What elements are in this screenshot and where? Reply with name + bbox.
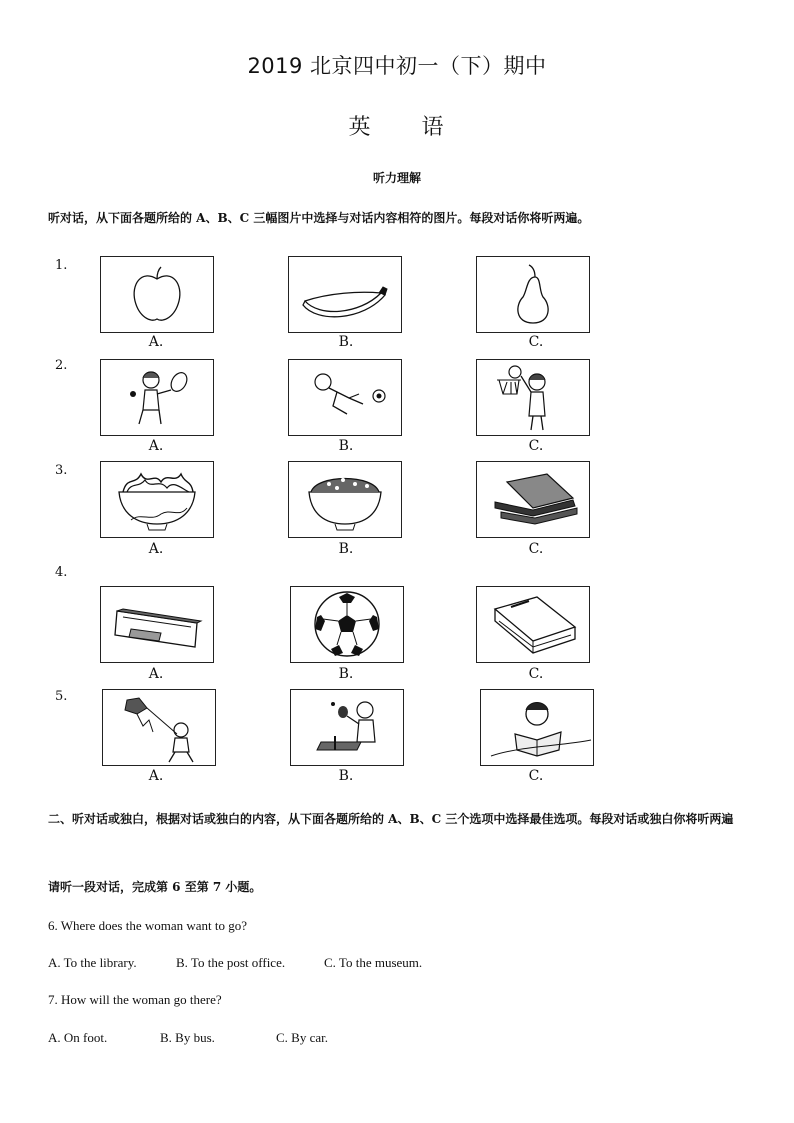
apple-icon — [101, 257, 213, 332]
kite-flying-icon — [103, 690, 215, 765]
part2-sub-instruction: 请听一段对话，完成第 6 至第 7 小题。 — [48, 880, 262, 894]
option-label: C. — [528, 541, 544, 557]
page-title: 2019 北京四中初一（下）期中 — [247, 54, 547, 78]
question-number: 2. — [55, 358, 68, 373]
option-label: A. — [148, 768, 164, 784]
answer-option[interactable]: A. To the library. — [48, 955, 137, 970]
option-label: C. — [528, 334, 544, 350]
option-image-box[interactable] — [290, 689, 404, 766]
pencil-case-icon — [101, 587, 213, 662]
option-image-box[interactable] — [476, 461, 590, 538]
listening-instruction: 听对话，从下面各题所给的 A、B、C 三幅图片中选择与对话内容相符的图片。每段对话你将听两遍。 — [48, 211, 590, 225]
pear-icon — [477, 257, 589, 332]
option-image-box[interactable] — [476, 586, 590, 663]
basketball-player-icon — [477, 360, 589, 435]
option-label: A. — [148, 541, 164, 557]
answer-option[interactable]: B. By bus. — [160, 1030, 215, 1045]
option-image-box[interactable] — [476, 359, 590, 436]
answer-option[interactable]: C. By car. — [276, 1030, 328, 1045]
answer-option[interactable]: A. On foot. — [48, 1030, 108, 1045]
option-image-box[interactable] — [100, 359, 214, 436]
option-label: B. — [338, 768, 354, 784]
option-label: B. — [338, 438, 354, 454]
part2-instruction: 二、听对话或独白，根据对话或独白的内容，从下面各题所给的 A、B、C 三个选项中选择最佳选项。每段对话或独白你将听两遍 — [48, 812, 734, 826]
question-6-text: 6. Where does the woman want to go? — [48, 918, 248, 933]
banana-icon — [289, 257, 401, 332]
answer-option[interactable]: C. To the museum. — [324, 955, 423, 970]
reading-boy-icon — [481, 690, 593, 765]
option-label: A. — [148, 438, 164, 454]
ping-pong-icon — [291, 690, 403, 765]
soccer-player-icon — [289, 360, 401, 435]
question-number: 5. — [55, 689, 68, 704]
option-label: A. — [148, 334, 164, 350]
question-number: 4. — [55, 565, 68, 580]
option-image-box[interactable] — [288, 359, 402, 436]
option-label: C. — [528, 666, 544, 682]
question-number: 3. — [55, 463, 68, 478]
bread-icon — [477, 462, 589, 537]
option-image-box[interactable] — [290, 586, 404, 663]
noodles-icon — [101, 462, 213, 537]
option-label: B. — [338, 666, 354, 682]
option-label: B. — [338, 334, 354, 350]
option-label: B. — [338, 541, 354, 557]
option-label: A. — [148, 666, 164, 682]
tennis-icon — [101, 360, 213, 435]
option-label: C. — [528, 438, 544, 454]
question-7-text: 7. How will the woman go there? — [48, 992, 222, 1007]
option-image-box[interactable] — [480, 689, 594, 766]
option-image-box[interactable] — [288, 461, 402, 538]
option-image-box[interactable] — [102, 689, 216, 766]
option-image-box[interactable] — [100, 586, 214, 663]
option-label: C. — [528, 768, 544, 784]
option-image-box[interactable] — [288, 256, 402, 333]
option-image-box[interactable] — [100, 256, 214, 333]
section-heading: 听力理解 — [372, 171, 421, 185]
book-icon — [477, 587, 589, 662]
option-image-box[interactable] — [100, 461, 214, 538]
answer-option[interactable]: B. To the post office. — [176, 955, 286, 970]
question-number: 1. — [55, 258, 68, 273]
rice-bowl-icon — [289, 462, 401, 537]
soccer-ball-icon — [291, 587, 403, 662]
option-image-box[interactable] — [476, 256, 590, 333]
subject-title: 英 语 — [348, 115, 446, 140]
